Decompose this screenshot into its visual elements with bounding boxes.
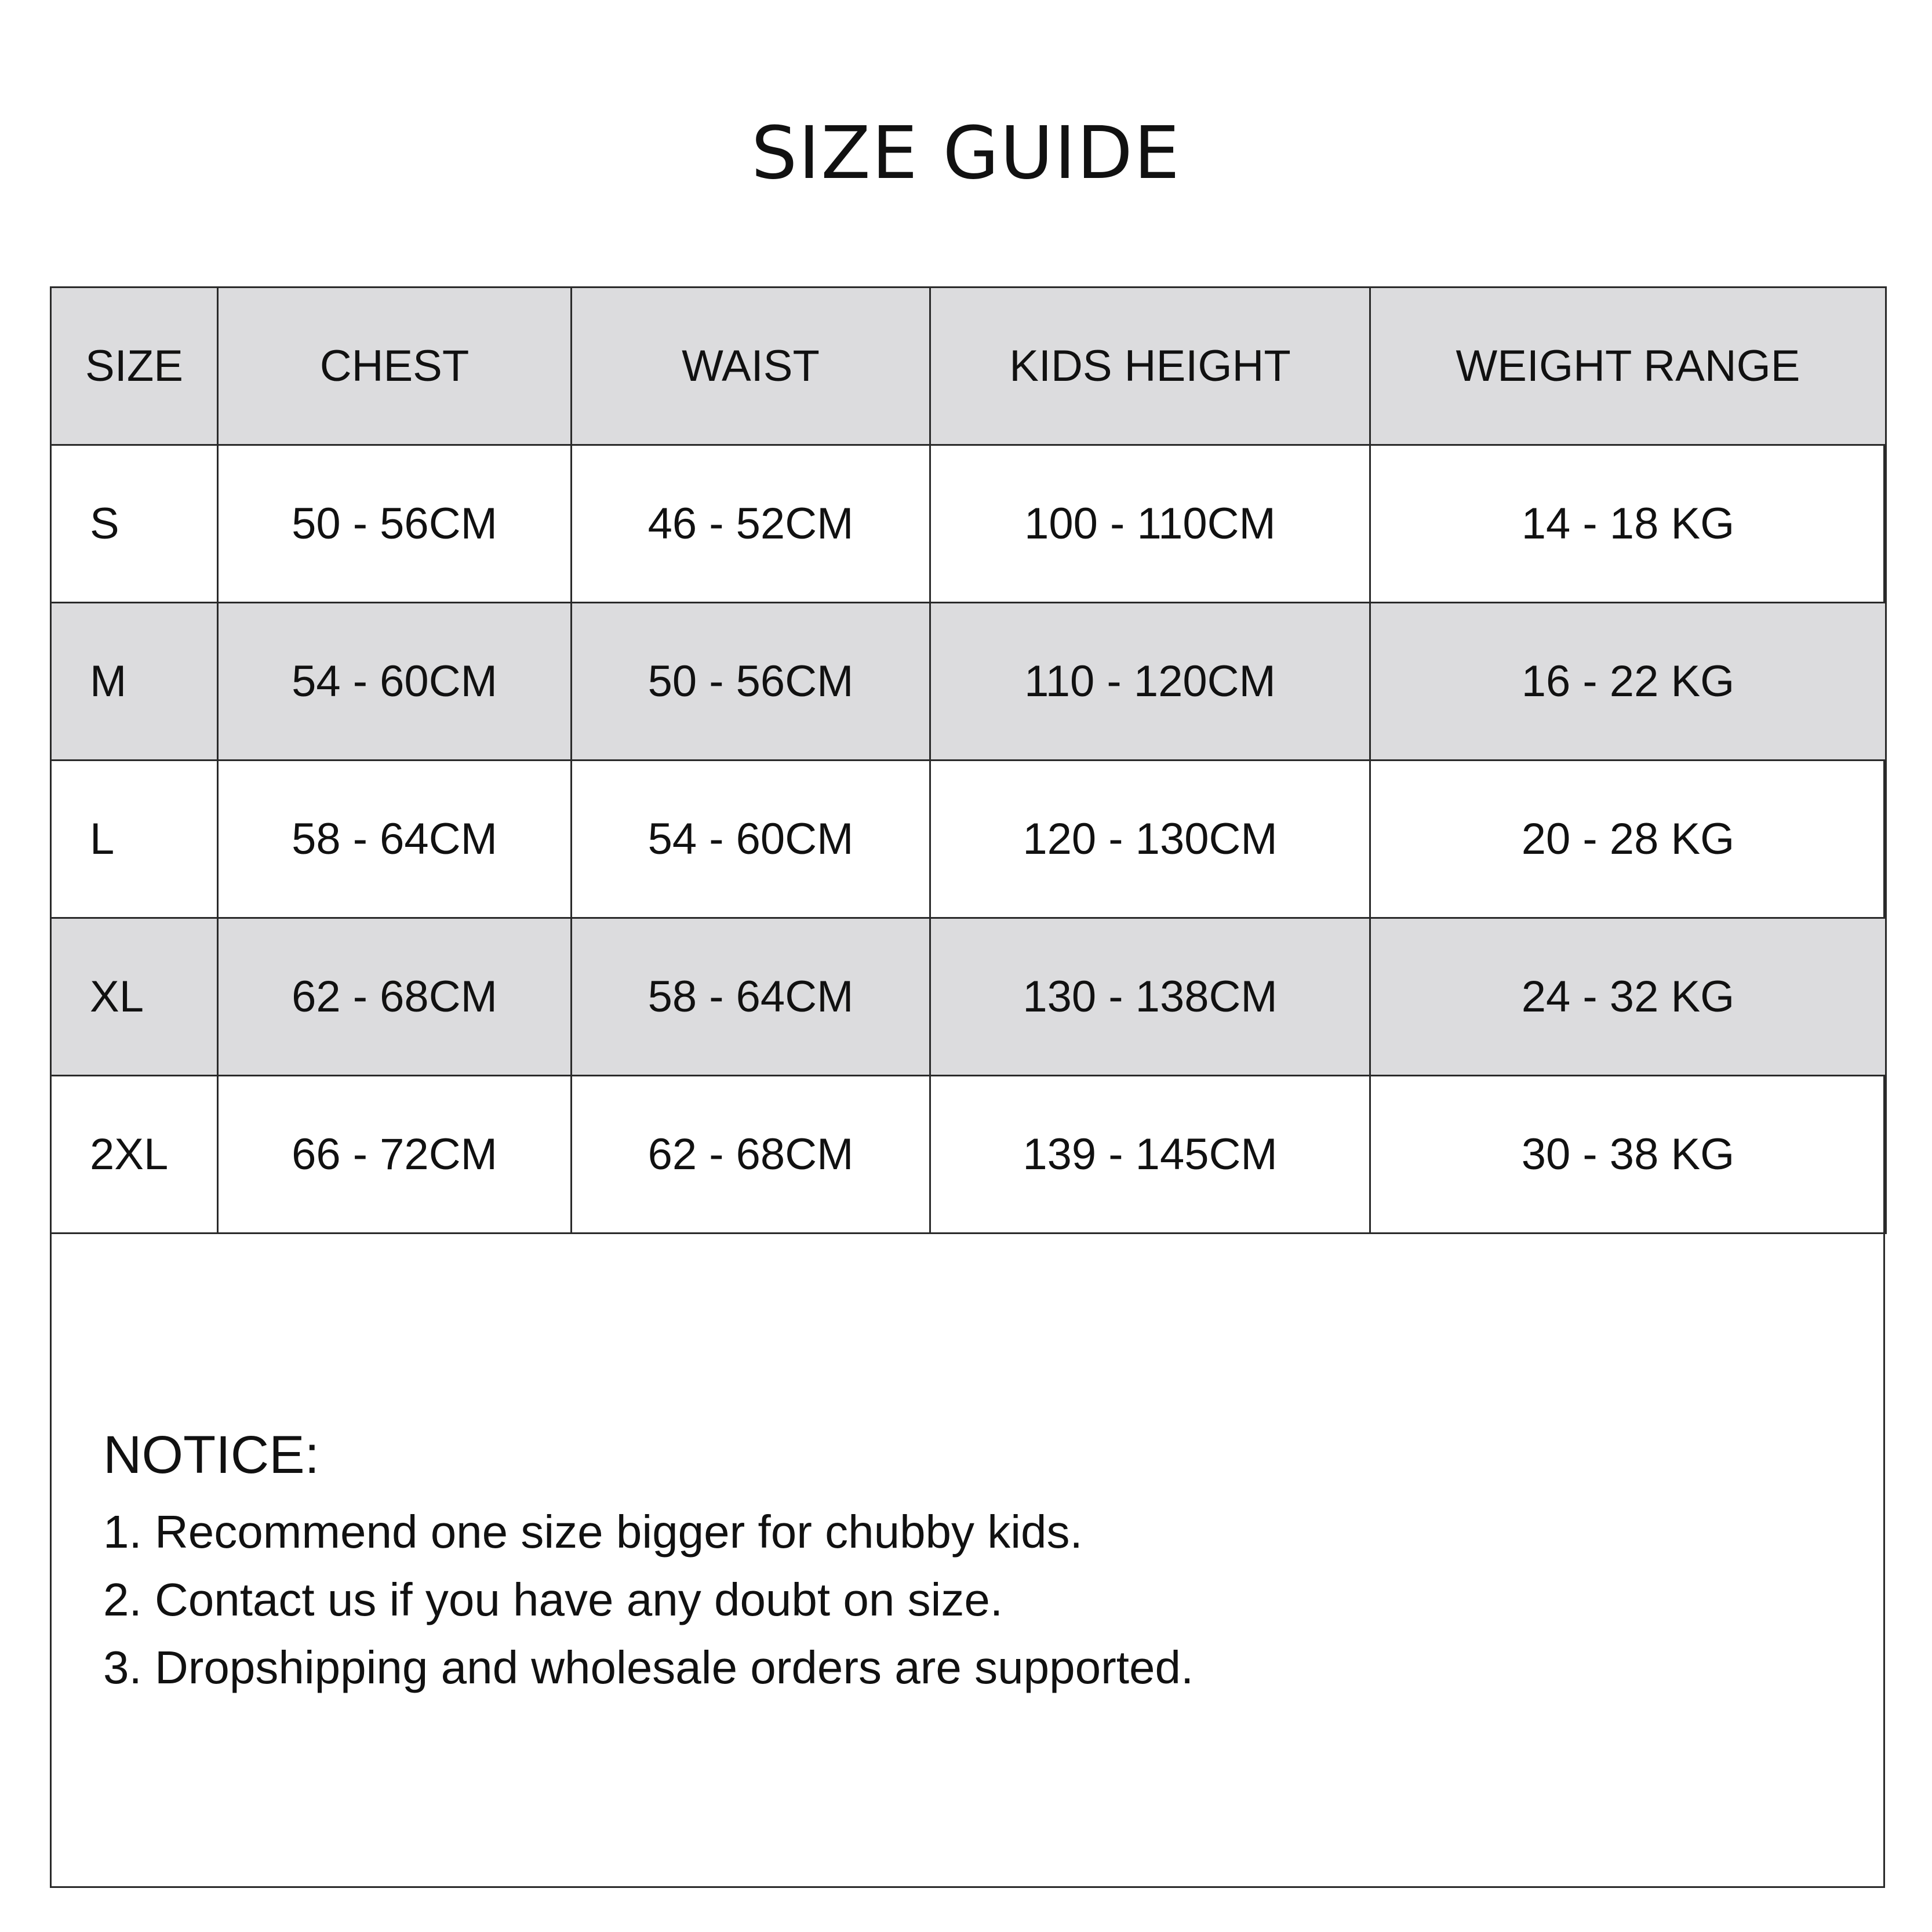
table-row: [51, 918, 1886, 1076]
size-cell: M: [51, 603, 218, 761]
waist-cell: 62 - 68CM: [572, 1076, 930, 1234]
weight-cell: 30 - 38 KG: [1370, 1076, 1886, 1234]
chest-cell: 54 - 60CM: [218, 603, 572, 761]
size-cell: XL: [51, 918, 218, 1076]
weight-cell: 16 - 22 KG: [1370, 603, 1886, 761]
height-cell: 120 - 130CM: [930, 761, 1370, 918]
notice-title: NOTICE:: [103, 1425, 320, 1485]
column-header-weight-range: WEIGHT RANGE: [1370, 288, 1886, 445]
height-cell: 139 - 145CM: [930, 1076, 1370, 1234]
notice-item: 2. Contact us if you have any doubt on size.: [103, 1574, 1003, 1625]
notice-section: [103, 1420, 1784, 1701]
table-header-row: [51, 288, 1886, 445]
waist-cell: 54 - 60CM: [572, 761, 930, 918]
size-table: [50, 286, 1887, 1234]
waist-cell: 58 - 64CM: [572, 918, 930, 1076]
size-cell: 2XL: [51, 1076, 218, 1234]
table-row: [51, 603, 1886, 761]
chest-cell: 62 - 68CM: [218, 918, 572, 1076]
chest-cell: 50 - 56CM: [218, 445, 572, 603]
weight-cell: 20 - 28 KG: [1370, 761, 1886, 918]
height-cell: 100 - 110CM: [930, 445, 1370, 603]
table-row: [51, 761, 1886, 918]
page-title: SIZE GUIDE: [751, 111, 1181, 195]
weight-cell: 24 - 32 KG: [1370, 918, 1886, 1076]
table-row: [51, 445, 1886, 603]
waist-cell: 50 - 56CM: [572, 603, 930, 761]
column-header-kids-height: KIDS HEIGHT: [930, 288, 1370, 445]
notice-item: 3. Dropshipping and wholesale orders are supported.: [103, 1642, 1194, 1693]
weight-cell: 14 - 18 KG: [1370, 445, 1886, 603]
chest-cell: 66 - 72CM: [218, 1076, 572, 1234]
notice-item: 1. Recommend one size bigger for chubby kids.: [103, 1506, 1083, 1558]
waist-cell: 46 - 52CM: [572, 445, 930, 603]
column-header-waist: WAIST: [572, 288, 930, 445]
column-header-chest: CHEST: [218, 288, 572, 445]
table-row: [51, 1076, 1886, 1234]
chest-cell: 58 - 64CM: [218, 761, 572, 918]
height-cell: 130 - 138CM: [930, 918, 1370, 1076]
size-cell: S: [51, 445, 218, 603]
column-header-size: SIZE: [51, 288, 218, 445]
size-cell: L: [51, 761, 218, 918]
height-cell: 110 - 120CM: [930, 603, 1370, 761]
